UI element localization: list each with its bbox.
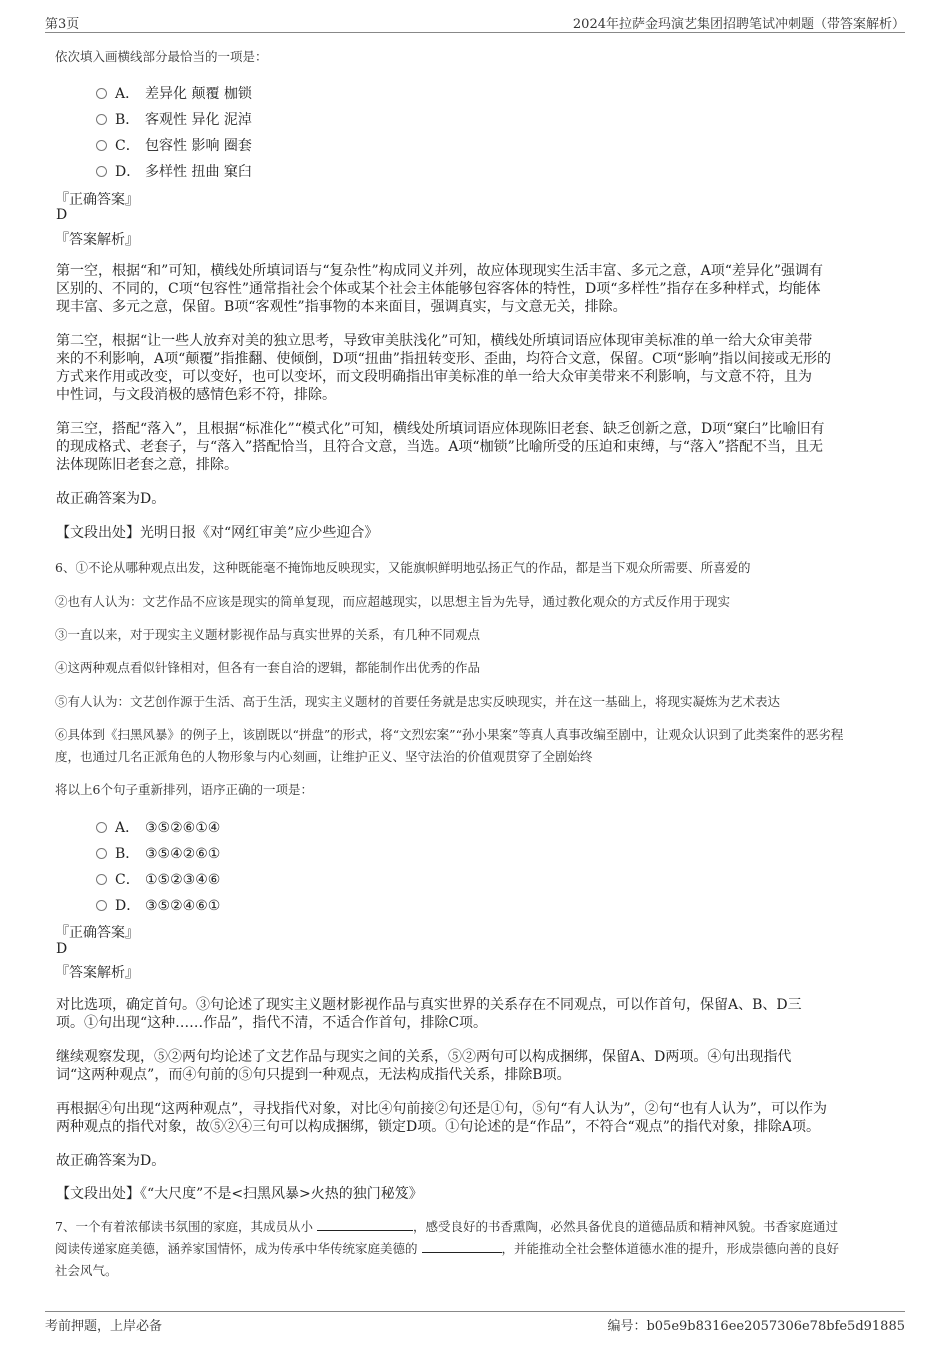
radio-icon[interactable] [96, 900, 107, 911]
q6-instruction: 将以上6个句子重新排列，语序正确的一项是： [55, 782, 313, 797]
q6-analysis-p1: 对比选项，确定首句。③句论述了现实主义题材影视作品与真实世界的关系存在不同观点，可以作首句，保留A、B、D三 项。①句出现“这种……作品”，指代不清，不适合作首句，排除C项。 [56, 997, 802, 1031]
q6-option-d[interactable]: D． ③⑤②④⑥① [96, 895, 220, 915]
q5-option-c[interactable]: C． 包容性 影响 圈套 [96, 135, 252, 155]
page-header [45, 10, 905, 33]
page-footer [45, 1311, 905, 1336]
fill-blank-2[interactable] [422, 1238, 502, 1253]
q7-stem: 7、一个有着浓郁读书氛围的家庭，其成员从小 ，感受良好的书香熏陶，必然具备优良的道德品质和精神风貌。书香家庭通过 阅读传递家庭美德，涵养家国情怀，成为传承中华传统家庭美德的 ，并能推动全社会整体道德水准的提升，形成崇德向善的良好 社会风气。 [55, 1216, 905, 1282]
q6-analysis-label: 『答案解析』 [55, 965, 139, 981]
q5-option-d[interactable]: D． 多样性 扭曲 窠臼 [96, 161, 252, 181]
radio-icon[interactable] [96, 822, 107, 833]
radio-icon[interactable] [96, 848, 107, 859]
q5-answer: D [56, 207, 68, 223]
radio-icon[interactable] [96, 140, 107, 151]
q5-answer-label: 『正确答案』 [55, 192, 139, 208]
q6-sentence-6: ⑥具体到《扫黑风暴》的例子上，该剧既以“拼盘”的形式，将“文烈宏案”“孙小果案”等真人真事改编至剧中，让观众认识到了此类案件的恶劣程 度，也通过几名正派角色的人物形象与内心刻画，让维护正义、坚守法治的价值观贯穿了全剧始终 [55, 727, 844, 764]
document-title: 2024年拉萨金玛演艺集团招聘笔试冲刺题（带答案解析） [572, 17, 905, 32]
q5-source: 【文段出处】光明日报《对“网红审美”应少些迎合》 [56, 525, 379, 541]
q6-analysis-p3: 再根据④句出现“这两种观点”，寻找指代对象，对比④句前接②句还是①句，⑤句“有人认为”，②句“也有人认为”，可以作为 两种观点的指代对象，故⑤②④三句可以构成捆绑，锁定D项。①句论述的是“作品”，不符合“观点”的指代对象，排除A项。 [56, 1101, 827, 1135]
q5-analysis-p1: 第一空，根据“和”可知，横线处所填词语与“复杂性”构成同义并列，故应体现现实生活丰富、多元之意，A项“差异化”强调有 区别的、不同的，C项“包容性”通常指社会个体或某个社会主体能够包容客体的特性，D项“多样性”指存在多种样式，均能体 现丰富、多元之意，保留。B项“客观性”指事物的本来面目，强调真实，与文意无关，排除。 [56, 263, 824, 315]
q5-conclusion: 故正确答案为D。 [56, 491, 166, 507]
radio-icon[interactable] [96, 114, 107, 125]
q5-analysis-p2: 第二空，根据“让一些人放弃对美的独立思考，导致审美肤浅化”可知，横线处所填词语应体现审美标准的单一给大众审美带 来的不利影响，A项“颠覆”指推翻、使倾倒，D项“扭曲”指扭转变形、歪曲，均符合文意，保留。C项“影响”指以间接或无形的 方式来作用或改变，可以变好，也可以变坏，而文段明确指出审美标准的单一给大众审美带来不利影响，与文意不符，且为 中性词，与文段消极的感情色彩不符，排除。 [56, 333, 831, 403]
q6-option-b[interactable]: B． ③⑤④②⑥① [96, 843, 220, 863]
q6-sentence-4: ④这两种观点看似针锋相对，但各有一套自洽的逻辑，都能制作出优秀的作品 [55, 660, 481, 675]
q5-instruction: 依次填入画横线部分最恰当的一项是： [55, 49, 268, 64]
radio-icon[interactable] [96, 88, 107, 99]
q5-analysis-p3: 第三空，搭配“落入”，且根据“标准化”“模式化”可知，横线处所填词语应体现陈旧老套、缺乏创新之意，D项“窠臼”比喻旧有 的现成格式、老套子，与“落入”搭配恰当，且符合文意，当选。A项“枷锁”比喻所受的压迫和束缚，与“落入”搭配不当，且无 法体现陈旧老套之意，排除。 [56, 421, 825, 473]
q6-answer-label: 『正确答案』 [55, 925, 139, 941]
q5-option-a[interactable]: A． 差异化 颠覆 枷锁 [96, 83, 252, 103]
q6-sentence-1: 6、①不论从哪种观点出发，这种既能毫不掩饰地反映现实，又能旗帜鲜明地弘扬正气的作品，都是当下观众所需要、所喜爱的 [55, 560, 751, 575]
q6-option-c[interactable]: C． ①⑤②③④⑥ [96, 869, 220, 889]
footer-slogan: 考前押题，上岸必备 [45, 1319, 163, 1334]
q6-source: 【文段出处】《“大尺度”不是<扫黑风暴>火热的独门秘笈》 [56, 1186, 423, 1202]
q6-sentence-5: ⑤有人认为：文艺创作源于生活、高于生活，现实主义题材的首要任务就是忠实反映现实，并在这一基础上，将现实凝炼为艺术表达 [55, 694, 781, 709]
q5-option-b[interactable]: B． 客观性 异化 泥淖 [96, 109, 252, 129]
q5-analysis-label: 『答案解析』 [55, 232, 139, 248]
page-number: 第3页 [45, 17, 80, 32]
q6-analysis-p2: 继续观察发现，⑤②两句均论述了文艺作品与现实之间的关系，⑤②两句可以构成捆绑，保留A、D两项。④句出现指代 词“这两种观点”，而④句前的⑤句只提到一种观点，无法构成指代关系，排除B项。 [56, 1049, 792, 1083]
q6-sentence-2: ②也有人认为：文艺作品不应该是现实的简单复现，而应超越现实，以思想主旨为先导，通过教化观众的方式反作用于现实 [55, 594, 731, 609]
radio-icon[interactable] [96, 874, 107, 885]
q6-option-a[interactable]: A． ③⑤②⑥①④ [96, 817, 220, 837]
q6-answer: D [56, 941, 68, 957]
q6-conclusion: 故正确答案为D。 [56, 1153, 166, 1169]
radio-icon[interactable] [96, 166, 107, 177]
q6-sentence-3: ③一直以来，对于现实主义题材影视作品与真实世界的关系，有几种不同观点 [55, 627, 481, 642]
document-code: 编号：b05e9b8316ee2057306e78bfe5d91885 [607, 1319, 905, 1334]
fill-blank-1[interactable] [317, 1216, 413, 1231]
